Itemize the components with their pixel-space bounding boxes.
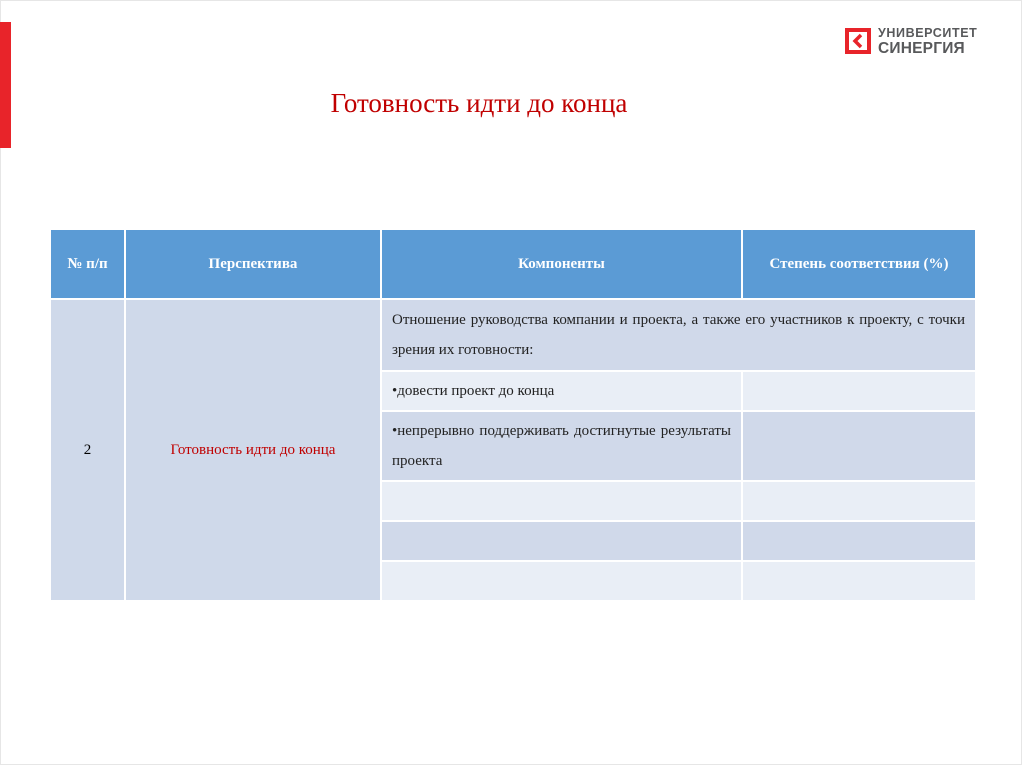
synergy-logo-icon: [845, 28, 871, 54]
header-components: Компоненты: [381, 229, 742, 299]
table-row: [50, 299, 976, 371]
component-cell: •довести проект до конца: [381, 371, 742, 411]
header-num: № п/п: [50, 229, 125, 299]
red-accent-bar: [0, 22, 11, 148]
row-number: 2: [50, 299, 125, 601]
row-perspective: Готовность идти до конца: [125, 299, 381, 601]
component-cell: [381, 521, 742, 561]
degree-cell: [742, 371, 976, 411]
readiness-table: [49, 228, 977, 602]
header-perspective: Перспектива: [125, 229, 381, 299]
table-header-row: [50, 229, 976, 299]
degree-cell: [742, 521, 976, 561]
component-cell: •непрерывно поддерживать достигнутые результаты проекта: [381, 411, 742, 481]
logo-line-university: УНИВЕРСИТЕТ: [878, 26, 978, 40]
header-degree: Степень соответствия (%): [742, 229, 976, 299]
degree-cell: [742, 561, 976, 601]
component-cell: [381, 481, 742, 521]
degree-cell: [742, 481, 976, 521]
logo-line-synergy: СИНЕРГИЯ: [878, 39, 965, 57]
component-cell: [381, 561, 742, 601]
page-title: Готовность идти до конца: [330, 88, 628, 118]
logo-text: [878, 26, 996, 56]
degree-cell: [742, 411, 976, 481]
component-cell: Отношение руководства компании и проекта, а также его участников к проекту, с точки зрения их готовности:: [381, 299, 976, 371]
university-logo: [845, 26, 995, 56]
